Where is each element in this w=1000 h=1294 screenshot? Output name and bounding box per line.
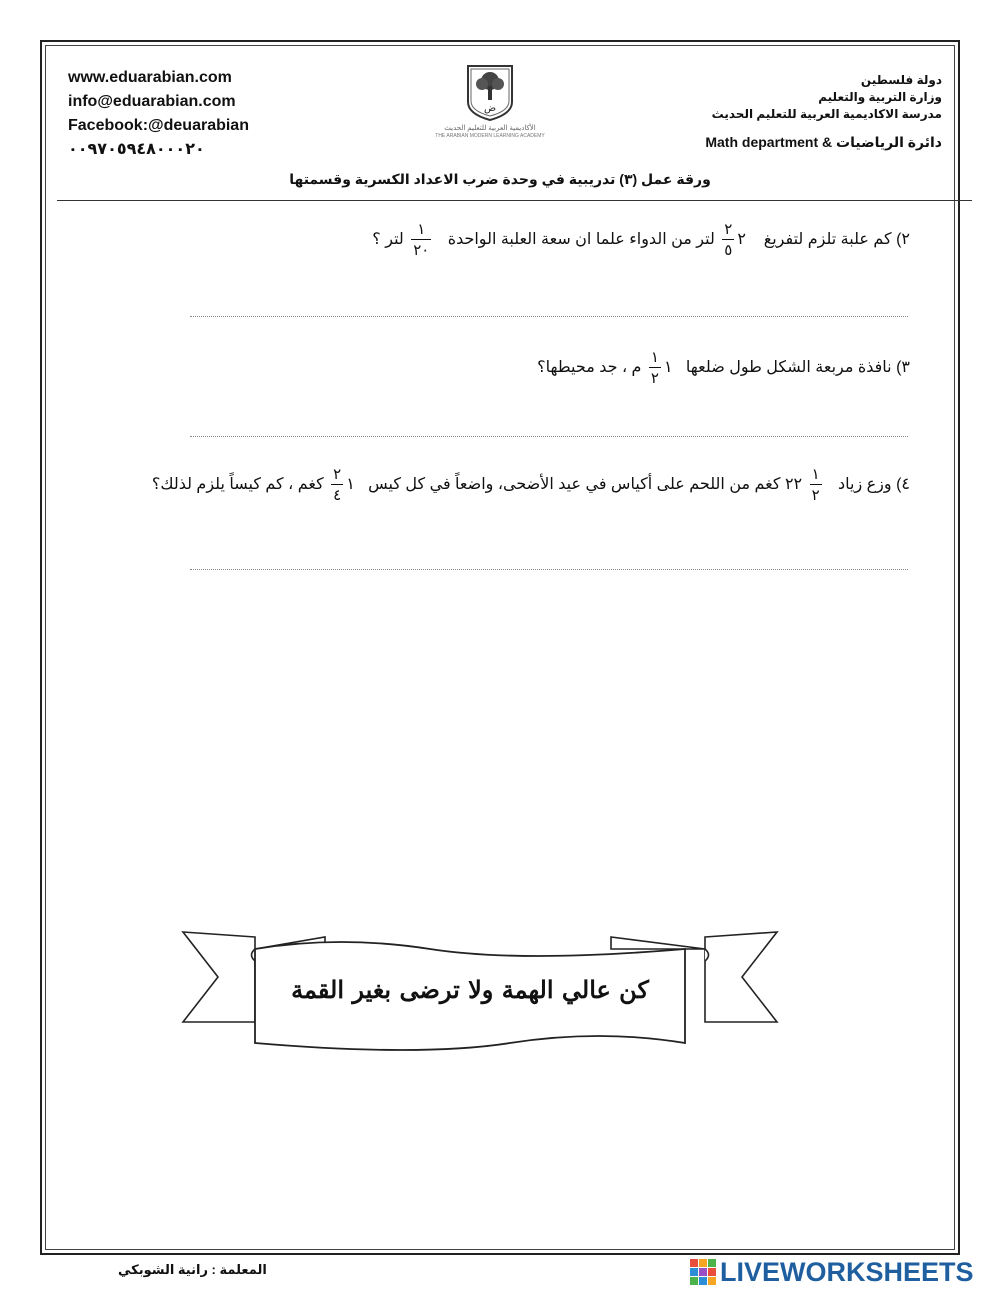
liveworksheets-wordmark: LIVEWORKSHEETS — [720, 1257, 974, 1287]
logo-name-arabic: الأكاديمية العربية للتعليم الحديث — [444, 125, 536, 132]
q2-text-middle: لتر من الدواء علما ان سعة العلبة الواحدة — [447, 231, 715, 249]
q4-fraction: $\frac{١}{٢}$ — [811, 466, 820, 504]
department-text: دائرة الرياضيات & Math department — [705, 134, 942, 150]
liveworksheets-logo-icon — [690, 1259, 716, 1285]
ministry-info — [712, 72, 942, 123]
logo-name-english: THE ARABIAN MODERN LEARNING ACADEMY — [435, 133, 545, 139]
title-divider — [57, 200, 972, 201]
q4-text-end: كغم ، كم كيساً يلزم لذلك؟ — [151, 476, 324, 494]
liveworksheets-brand[interactable] — [690, 1257, 990, 1287]
q2-text-end: لتر ؟ — [372, 231, 404, 249]
tree-shield-icon — [465, 64, 515, 122]
q4-mixed-number: ١ $\frac{٢}{٤}$ — [333, 466, 355, 504]
country-text: دولة فلسطين — [860, 73, 942, 87]
answer-line-q2[interactable] — [190, 316, 908, 317]
question-3 — [537, 350, 910, 386]
website-text: www.eduarabian.com — [68, 69, 232, 86]
q3-mixed-number: ١ $\frac{١}{٢}$ — [650, 349, 673, 387]
question-4 — [152, 467, 910, 503]
facebook-text: Facebook:@deuarabian — [68, 117, 249, 134]
answer-line-q3[interactable] — [190, 436, 908, 437]
worksheet-title: ورقة عمل (٣) تدريبية في وحدة ضرب الاعداد الكسرية وقسمتها — [289, 171, 711, 187]
q2-fraction: $\frac{١}{٢٠}$ — [413, 221, 430, 259]
school-text: مدرسة الاكاديمية العربية للتعليم الحديث — [711, 107, 942, 121]
question-2 — [372, 222, 910, 258]
school-logo — [435, 64, 545, 144]
logo-letter: ض — [483, 103, 497, 114]
q4-text-start: ٤) وزع زياد — [838, 476, 910, 494]
phone-text: ٠٠٩٧٠٥٩٤٨٠٠٠٢٠ — [68, 141, 205, 158]
q2-text-start: ٢) كم علبة تلزم لتفريغ — [763, 231, 910, 249]
answer-line-q4[interactable] — [190, 569, 908, 570]
email-text: info@eduarabian.com — [68, 93, 236, 110]
q2-mixed-number: ٢ $\frac{٢}{٥}$ — [724, 221, 746, 259]
q4-text-middle: ٢٢ كغم من اللحم على أكياس في عيد الأضحى، واضعاً في كل كيس — [368, 476, 803, 494]
ministry-text: وزارة التربية والتعليم — [818, 90, 942, 104]
q3-text-end: م ، جد محيطها؟ — [537, 359, 642, 377]
motivational-quote: كن عالي الهمة ولا ترضى بغير القمة — [291, 975, 649, 1004]
teacher-name: المعلمة : رانية الشوبكي — [118, 1262, 267, 1277]
q3-text-start: ٣) نافذة مربعة الشكل طول ضلعها — [685, 359, 910, 377]
contact-info — [68, 66, 249, 162]
